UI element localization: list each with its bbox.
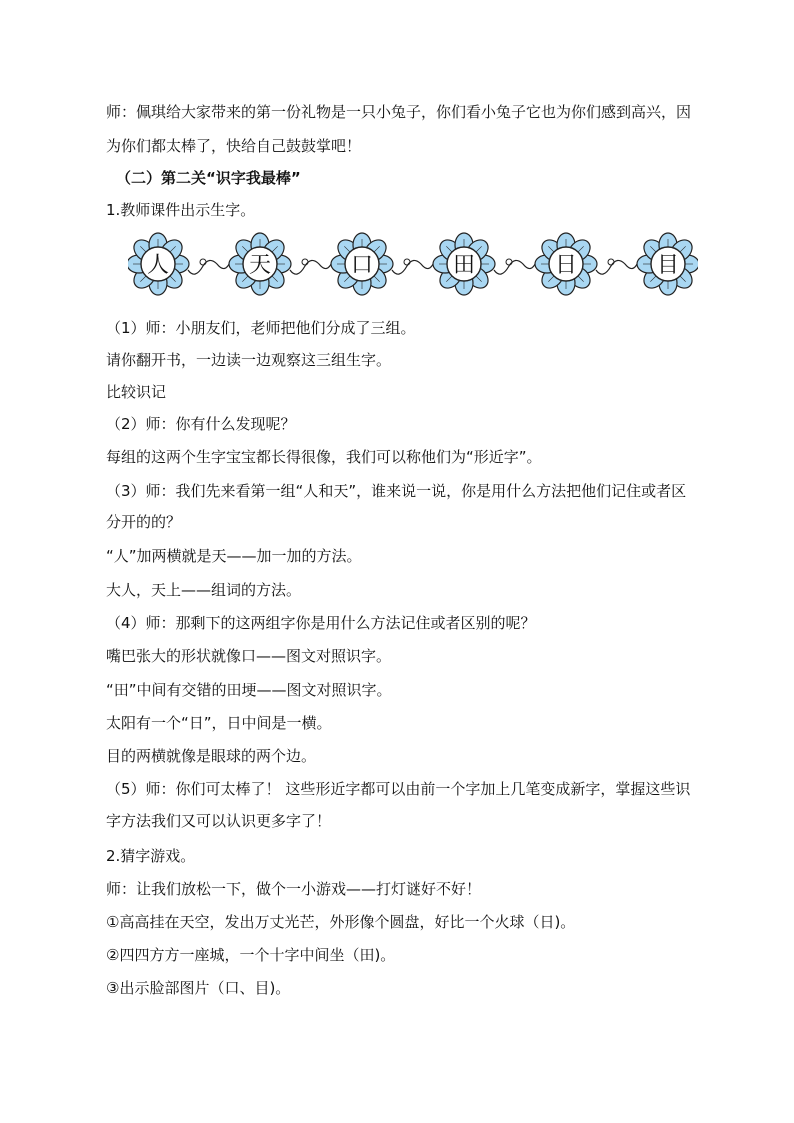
vine-curl: [302, 259, 308, 265]
flower-character: 口: [350, 253, 374, 278]
flower-1: [128, 233, 189, 295]
vine-curl: [200, 259, 206, 265]
vine-curl: [506, 259, 512, 265]
flower-5: [535, 233, 597, 295]
vine-connector: [494, 260, 536, 274]
flower-2: [229, 233, 291, 295]
flower-3: [331, 233, 393, 295]
question-4: （4）师：那剩下的这两组字你是用什么方法记住或者区别的呢？: [106, 614, 536, 632]
flower-character: 天: [248, 253, 272, 278]
step-2-label: 2.猜字游戏。: [106, 847, 196, 865]
flower-character: 日: [554, 253, 578, 278]
vine-curl: [608, 259, 614, 265]
section-heading: （二）第二关“识字我最棒”: [116, 169, 301, 187]
answer-tian-field: “田”中间有交错的田埂——图文对照识字。: [106, 681, 392, 699]
flower-character: 目: [656, 253, 680, 278]
question-1: （1）师：小朋友们，老师把他们分成了三组。: [106, 319, 416, 337]
flower-4: [433, 233, 495, 295]
question-5-line1: （5）师：你们可太棒了！ 这些形近字都可以由前一个字加上几笔变成新字，掌握这些识: [106, 780, 691, 798]
question-3-line1: （3）师：我们先来看第一组“人和天”，谁来说一说，你是用什么方法把他们记住或者区: [106, 482, 687, 500]
answer-mu: 目的两横就像是眼球的两个边。: [106, 747, 317, 765]
vine-connector: [392, 260, 434, 274]
flower-6: [637, 233, 698, 295]
riddle-2: ②四四方方一座城，一个十字中间坐（田)。: [106, 946, 396, 964]
riddle-1: ①高高挂在天空，发出万丈光芒，外形像个圆盘，好比一个火球（日)。: [106, 913, 576, 931]
flower-character: 人: [146, 253, 170, 278]
flower-character-chain: [128, 224, 698, 304]
answer-ri: 太阳有一个“日”，日中间是一横。: [106, 714, 332, 732]
vine-curl: [404, 259, 410, 265]
step-1-label: 1.教师课件出示生字。: [106, 201, 256, 219]
question-2: （2）师：你有什么发现呢？: [106, 415, 296, 433]
question-1-detail: 请你翻开书，一边读一边观察这三组生字。: [106, 351, 392, 369]
game-intro: 师：让我们放松一下，做个一小游戏——打灯谜好不好！: [106, 880, 482, 898]
riddle-3: ③出示脸部图片（口、目)。: [106, 979, 291, 997]
question-3-line2: 分开的的？: [106, 513, 182, 531]
question-2-answer: 每组的这两个生字宝宝都长得很像，我们可以称他们为“形近字”。: [106, 448, 542, 466]
answer-word-group: 大人，天上——组词的方法。: [106, 581, 302, 599]
flower-character: 田: [452, 253, 476, 278]
answer-ren-tian: “人”加两横就是天——加一加的方法。: [106, 547, 362, 565]
vine-connector: [290, 260, 332, 274]
vine-connector: [188, 260, 230, 274]
question-5-line2: 字方法我们又可以认识更多字了！: [106, 812, 332, 830]
compare-label: 比较识记: [106, 383, 167, 401]
vine-connector: [596, 260, 638, 274]
paragraph-gift-line2: 为你们都太棒了，快给自己鼓鼓掌吧！: [106, 137, 362, 155]
paragraph-gift-line1: 师：佩琪给大家带来的第一份礼物是一只小兔子，你们看小兔子它也为你们感到高兴，因: [106, 103, 692, 121]
answer-kou: 嘴巴张大的形状就像口——图文对照识字。: [106, 647, 392, 665]
